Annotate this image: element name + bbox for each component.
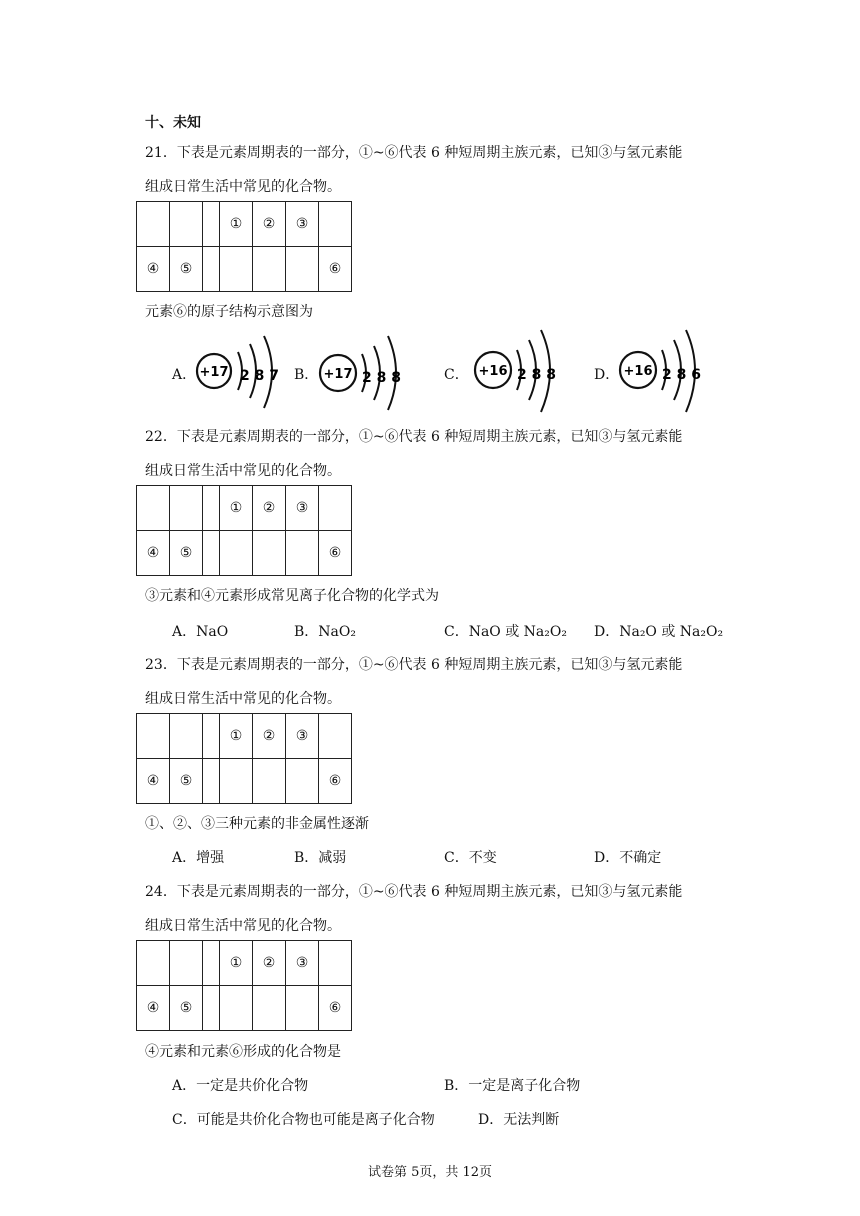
q21-stem-line2: 组成日常生活中常见的化合物。 [145,179,341,195]
cell: ① [220,941,253,986]
cell: ⑥ [319,247,352,292]
atom-a-nucleus: +17 [199,365,229,380]
cell [203,531,220,576]
atom-diagram-b [316,330,408,414]
cell [253,247,286,292]
cell [170,714,203,759]
cell: ④ [137,986,170,1031]
cell: ④ [137,531,170,576]
q21-option-a-label: A． [172,367,197,383]
atom-d-shells: 2 8 6 [662,367,701,383]
cell [253,531,286,576]
cell [170,202,203,247]
q21-option-d-label: D． [594,367,620,383]
cell: ② [253,941,286,986]
cell [137,714,170,759]
cell [286,247,319,292]
q24-question: ④元素和元素⑥形成的化合物是 [145,1044,341,1060]
cell [137,202,170,247]
q21-question: 元素⑥的原子结构示意图为 [145,304,313,320]
cell [220,531,253,576]
cell [137,941,170,986]
q22-option-b: B．NaO₂ [294,624,356,640]
q21-option-b-label: B． [294,367,319,383]
cell [253,759,286,804]
cell: ④ [137,247,170,292]
cell [319,714,352,759]
atom-c-nucleus: +16 [478,364,508,379]
cell [203,714,220,759]
q24-periodic-table [136,940,352,1031]
q21-stem-line1: 21．下表是元素周期表的一部分，①~⑥代表 6 种短周期主族元素，已知③与氢元素能 [145,145,683,161]
atom-d-nucleus: +16 [623,364,653,379]
cell [203,202,220,247]
page-footer: 试卷第 5页，共 12页 [367,1165,493,1180]
cell [203,941,220,986]
q23-question: ①、②、③三种元素的非金属性逐渐 [145,816,369,832]
cell: ④ [137,759,170,804]
atom-b-shells: 2 8 8 [362,370,401,386]
q23-option-d: D．不确定 [594,850,662,866]
cell: ⑤ [170,531,203,576]
atom-c-shells: 2 8 8 [517,367,556,383]
q23-stem-line2: 组成日常生活中常见的化合物。 [145,691,341,707]
atom-diagram-a [194,330,286,414]
cell [319,941,352,986]
q23-option-a: A．增强 [172,850,225,866]
cell [220,759,253,804]
q22-stem-line2: 组成日常生活中常见的化合物。 [145,463,341,479]
cell: ③ [286,486,319,531]
cell [170,486,203,531]
q22-option-c: C．NaO 或 Na₂O₂ [444,624,567,640]
q24-option-c: C．可能是共价化合物也可能是离子化合物 [172,1112,435,1128]
cell: ⑤ [170,247,203,292]
cell [203,986,220,1031]
cell [220,986,253,1031]
q22-question: ③元素和④元素形成常见离子化合物的化学式为 [145,588,439,604]
cell [203,247,220,292]
q22-option-a: A．NaO [172,624,229,640]
cell: ⑥ [319,759,352,804]
q24-option-b: B．一定是离子化合物 [444,1078,581,1094]
cell [319,486,352,531]
cell [286,986,319,1031]
q23-stem-line1: 23．下表是元素周期表的一部分，①~⑥代表 6 种短周期主族元素，已知③与氢元素能 [145,657,683,673]
cell: ① [220,486,253,531]
cell [286,531,319,576]
cell: ③ [286,714,319,759]
q22-option-d: D．Na₂O 或 Na₂O₂ [594,624,724,640]
cell: ⑤ [170,759,203,804]
cell: ② [253,714,286,759]
q24-option-d: D．无法判断 [478,1112,560,1128]
atom-b-nucleus: +17 [323,367,353,382]
cell [286,759,319,804]
q21-periodic-table [136,201,352,292]
cell: ⑥ [319,986,352,1031]
cell: ① [220,714,253,759]
q23-option-b: B．减弱 [294,850,347,866]
q24-option-a: A．一定是共价化合物 [172,1078,309,1094]
q23-option-c: C．不变 [444,850,497,866]
q22-periodic-table [136,485,352,576]
cell [170,941,203,986]
cell [319,202,352,247]
atom-a-shells: 2 8 7 [240,368,279,384]
atom-diagram-d [618,328,710,416]
q24-stem-line2: 组成日常生活中常见的化合物。 [145,918,341,934]
q24-stem-line1: 24．下表是元素周期表的一部分，①~⑥代表 6 种短周期主族元素，已知③与氢元素能 [145,884,683,900]
cell: ② [253,486,286,531]
cell [220,247,253,292]
cell [203,486,220,531]
cell: ③ [286,202,319,247]
cell: ① [220,202,253,247]
cell: ⑥ [319,531,352,576]
cell [203,759,220,804]
q22-stem-line1: 22．下表是元素周期表的一部分，①~⑥代表 6 种短周期主族元素，已知③与氢元素能 [145,429,683,445]
section-title: 十、未知 [145,115,201,131]
q21-option-c-label: C． [444,367,469,383]
cell: ③ [286,941,319,986]
cell [253,986,286,1031]
cell [137,486,170,531]
cell: ② [253,202,286,247]
q23-periodic-table [136,713,352,804]
atom-diagram-c [473,328,565,416]
cell: ⑤ [170,986,203,1031]
